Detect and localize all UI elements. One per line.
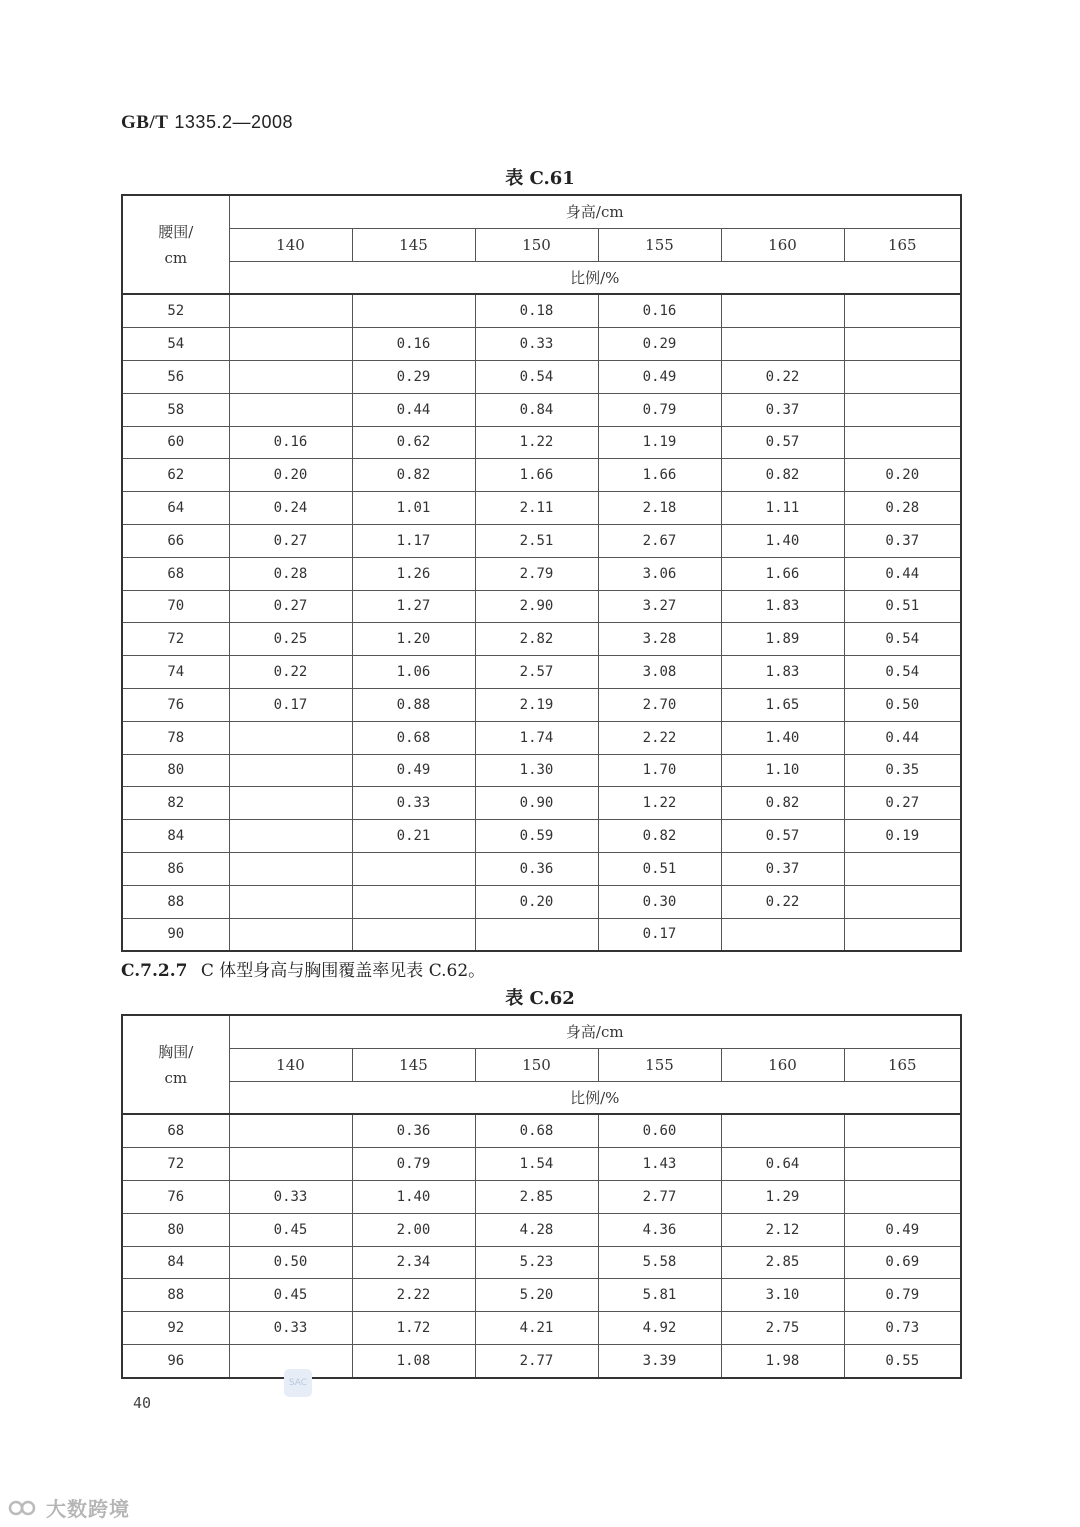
row-label-cell: 60 xyxy=(122,426,229,459)
row-label-cell: 64 xyxy=(122,492,229,525)
data-cell xyxy=(229,1148,352,1181)
data-cell: 1.11 xyxy=(721,492,844,525)
data-cell: 0.79 xyxy=(598,393,721,426)
data-cell: 0.36 xyxy=(475,852,598,885)
data-cell: 0.36 xyxy=(352,1114,475,1147)
table-row xyxy=(122,328,961,361)
data-cell: 1.98 xyxy=(721,1344,844,1377)
data-cell: 4.92 xyxy=(598,1312,721,1345)
row-label-cell: 84 xyxy=(122,1246,229,1279)
data-cell: 0.30 xyxy=(598,885,721,918)
table-row xyxy=(122,656,961,689)
table-row xyxy=(122,885,961,918)
height-column-header: 155 xyxy=(598,1048,721,1081)
unit-header: 比例/% xyxy=(229,261,961,294)
data-cell: 0.54 xyxy=(844,623,961,656)
table-row xyxy=(122,360,961,393)
data-cell: 0.28 xyxy=(229,557,352,590)
data-cell xyxy=(229,918,352,951)
data-cell xyxy=(721,918,844,951)
height-column-header: 165 xyxy=(844,228,961,261)
table-body xyxy=(122,294,961,951)
data-cell xyxy=(844,1180,961,1213)
data-cell: 0.27 xyxy=(844,787,961,820)
data-cell: 0.21 xyxy=(352,820,475,853)
data-cell xyxy=(229,885,352,918)
data-cell: 1.40 xyxy=(721,524,844,557)
data-cell: 2.19 xyxy=(475,688,598,721)
row-label-cell: 96 xyxy=(122,1344,229,1377)
data-cell: 0.49 xyxy=(844,1213,961,1246)
row-label-cell: 86 xyxy=(122,852,229,885)
unit-header: 比例/% xyxy=(229,1081,961,1114)
row-label-cell: 88 xyxy=(122,885,229,918)
data-cell: 0.16 xyxy=(229,426,352,459)
row-label-cell: 78 xyxy=(122,721,229,754)
data-cell: 0.33 xyxy=(475,328,598,361)
data-cell xyxy=(352,852,475,885)
data-cell: 1.26 xyxy=(352,557,475,590)
height-column-header: 155 xyxy=(598,228,721,261)
row-label-cell: 72 xyxy=(122,1148,229,1181)
data-cell: 0.49 xyxy=(598,360,721,393)
data-cell xyxy=(844,294,961,327)
data-cell xyxy=(229,328,352,361)
table-row xyxy=(122,1114,961,1147)
data-cell: 0.51 xyxy=(598,852,721,885)
table2-title: 表 C.62 xyxy=(505,988,575,1009)
standard-prefix: GB/T xyxy=(121,112,169,133)
data-cell: 0.57 xyxy=(721,820,844,853)
clause-body: C 体型身高与胸围覆盖率见表 C.62。 xyxy=(200,961,486,981)
row-label-cell: 68 xyxy=(122,1114,229,1147)
data-cell: 0.82 xyxy=(721,787,844,820)
data-cell: 2.51 xyxy=(475,524,598,557)
height-column-header: 145 xyxy=(352,1048,475,1081)
table-row xyxy=(122,524,961,557)
data-cell: 0.68 xyxy=(475,1114,598,1147)
data-cell: 2.77 xyxy=(475,1344,598,1377)
data-cell: 2.85 xyxy=(475,1180,598,1213)
table-c61 xyxy=(121,194,962,952)
data-cell: 0.45 xyxy=(229,1279,352,1312)
data-cell: 1.40 xyxy=(721,721,844,754)
data-cell: 0.82 xyxy=(721,459,844,492)
data-cell xyxy=(844,328,961,361)
data-cell: 0.82 xyxy=(352,459,475,492)
data-cell: 0.44 xyxy=(844,557,961,590)
data-cell: 2.77 xyxy=(598,1180,721,1213)
data-cell: 0.20 xyxy=(844,459,961,492)
row-label-cell: 90 xyxy=(122,918,229,951)
row-label-cell: 62 xyxy=(122,459,229,492)
height-column-header: 150 xyxy=(475,228,598,261)
data-cell: 0.49 xyxy=(352,754,475,787)
height-group-header: 身高/cm xyxy=(229,1015,961,1048)
data-cell xyxy=(844,885,961,918)
data-cell: 0.20 xyxy=(229,459,352,492)
height-column-header: 150 xyxy=(475,1048,598,1081)
data-cell: 2.67 xyxy=(598,524,721,557)
row-label-cell: 88 xyxy=(122,1279,229,1312)
data-cell: 0.54 xyxy=(475,360,598,393)
table-row xyxy=(122,820,961,853)
data-cell: 1.66 xyxy=(598,459,721,492)
height-column-header: 165 xyxy=(844,1048,961,1081)
table1-title: 表 C.61 xyxy=(505,168,575,189)
row-label-cell: 68 xyxy=(122,557,229,590)
data-cell: 1.83 xyxy=(721,656,844,689)
row-header-line2: cm xyxy=(164,248,188,267)
data-cell: 0.69 xyxy=(844,1246,961,1279)
data-cell: 0.18 xyxy=(475,294,598,327)
data-cell: 0.79 xyxy=(352,1148,475,1181)
data-cell: 0.27 xyxy=(229,590,352,623)
data-cell: 0.22 xyxy=(721,360,844,393)
table-row xyxy=(122,918,961,951)
data-cell: 1.89 xyxy=(721,623,844,656)
data-cell: 0.17 xyxy=(598,918,721,951)
table-c62 xyxy=(121,1014,962,1379)
data-cell: 0.33 xyxy=(229,1180,352,1213)
table-row xyxy=(122,590,961,623)
data-cell: 1.01 xyxy=(352,492,475,525)
data-cell xyxy=(475,918,598,951)
height-column-header: 160 xyxy=(721,228,844,261)
data-cell: 1.83 xyxy=(721,590,844,623)
data-cell: 5.20 xyxy=(475,1279,598,1312)
data-cell: 3.39 xyxy=(598,1344,721,1377)
data-cell xyxy=(844,852,961,885)
data-cell xyxy=(844,1114,961,1147)
data-cell: 2.70 xyxy=(598,688,721,721)
data-cell: 1.22 xyxy=(598,787,721,820)
table-row xyxy=(122,787,961,820)
data-cell: 2.18 xyxy=(598,492,721,525)
row-label-cell: 70 xyxy=(122,590,229,623)
data-cell: 0.84 xyxy=(475,393,598,426)
row-label-cell: 82 xyxy=(122,787,229,820)
data-cell: 2.22 xyxy=(598,721,721,754)
heights-row xyxy=(122,1048,961,1081)
row-label-cell: 54 xyxy=(122,328,229,361)
data-cell: 0.35 xyxy=(844,754,961,787)
data-cell: 0.27 xyxy=(229,524,352,557)
bottom-watermark xyxy=(8,1493,130,1522)
data-cell: 0.37 xyxy=(721,852,844,885)
table-row xyxy=(122,754,961,787)
data-cell: 3.27 xyxy=(598,590,721,623)
data-cell: 2.79 xyxy=(475,557,598,590)
data-cell: 0.29 xyxy=(352,360,475,393)
data-cell: 0.60 xyxy=(598,1114,721,1147)
table-row xyxy=(122,492,961,525)
data-cell: 0.45 xyxy=(229,1213,352,1246)
data-cell: 0.19 xyxy=(844,820,961,853)
row-header-cell xyxy=(122,195,229,294)
data-cell: 1.10 xyxy=(721,754,844,787)
table-row xyxy=(122,1148,961,1181)
data-cell xyxy=(721,294,844,327)
height-column-header: 145 xyxy=(352,228,475,261)
standard-code xyxy=(121,112,293,134)
row-header-line1: 腰围/ xyxy=(158,222,194,241)
data-cell: 1.54 xyxy=(475,1148,598,1181)
data-cell xyxy=(229,294,352,327)
data-cell: 1.74 xyxy=(475,721,598,754)
watermark-logo-icon xyxy=(8,1499,40,1517)
data-cell xyxy=(844,426,961,459)
data-cell: 0.28 xyxy=(844,492,961,525)
data-cell: 1.27 xyxy=(352,590,475,623)
height-column-header: 140 xyxy=(229,228,352,261)
data-cell: 0.82 xyxy=(598,820,721,853)
data-cell: 0.68 xyxy=(352,721,475,754)
row-label-cell: 74 xyxy=(122,656,229,689)
data-cell: 2.22 xyxy=(352,1279,475,1312)
height-column-header: 140 xyxy=(229,1048,352,1081)
table-row xyxy=(122,294,961,327)
row-label-cell: 56 xyxy=(122,360,229,393)
data-cell: 1.65 xyxy=(721,688,844,721)
clause-text xyxy=(121,956,485,981)
row-label-cell: 80 xyxy=(122,754,229,787)
table-row xyxy=(122,557,961,590)
data-cell: 0.44 xyxy=(844,721,961,754)
data-cell: 0.33 xyxy=(229,1312,352,1345)
data-cell xyxy=(844,1148,961,1181)
data-cell: 4.28 xyxy=(475,1213,598,1246)
data-cell: 0.29 xyxy=(598,328,721,361)
data-cell: 0.20 xyxy=(475,885,598,918)
data-cell: 1.22 xyxy=(475,426,598,459)
data-cell: 3.08 xyxy=(598,656,721,689)
row-label-cell: 92 xyxy=(122,1312,229,1345)
row-label-cell: 84 xyxy=(122,820,229,853)
data-cell xyxy=(229,754,352,787)
data-cell: 0.51 xyxy=(844,590,961,623)
data-cell: 4.36 xyxy=(598,1213,721,1246)
data-cell: 0.55 xyxy=(844,1344,961,1377)
standard-number: 1335.2—2008 xyxy=(174,112,294,132)
data-cell: 3.06 xyxy=(598,557,721,590)
data-cell: 2.00 xyxy=(352,1213,475,1246)
data-cell xyxy=(844,393,961,426)
data-cell: 1.08 xyxy=(352,1344,475,1377)
table-row xyxy=(122,721,961,754)
data-cell: 2.34 xyxy=(352,1246,475,1279)
data-cell: 0.88 xyxy=(352,688,475,721)
data-cell: 0.37 xyxy=(721,393,844,426)
table-row xyxy=(122,426,961,459)
data-cell: 5.81 xyxy=(598,1279,721,1312)
data-cell: 2.75 xyxy=(721,1312,844,1345)
data-cell: 0.16 xyxy=(598,294,721,327)
watermark-text: 大数跨境 xyxy=(46,1497,130,1521)
data-cell: 0.73 xyxy=(844,1312,961,1345)
data-cell: 0.57 xyxy=(721,426,844,459)
data-cell: 1.19 xyxy=(598,426,721,459)
data-cell: 1.29 xyxy=(721,1180,844,1213)
table-row xyxy=(122,852,961,885)
data-cell: 2.90 xyxy=(475,590,598,623)
data-cell xyxy=(229,852,352,885)
table-row xyxy=(122,393,961,426)
height-column-header: 160 xyxy=(721,1048,844,1081)
data-cell xyxy=(229,1114,352,1147)
table-row xyxy=(122,1344,961,1377)
clause-number: C.7.2.7 xyxy=(121,961,188,981)
row-header-line1: 胸围/ xyxy=(158,1042,194,1061)
data-cell: 0.59 xyxy=(475,820,598,853)
row-label-cell: 80 xyxy=(122,1213,229,1246)
data-cell: 3.10 xyxy=(721,1279,844,1312)
row-label-cell: 76 xyxy=(122,688,229,721)
data-cell: 0.33 xyxy=(352,787,475,820)
data-cell xyxy=(352,918,475,951)
data-cell: 0.22 xyxy=(229,656,352,689)
row-label-cell: 66 xyxy=(122,524,229,557)
data-cell: 1.30 xyxy=(475,754,598,787)
data-cell: 1.40 xyxy=(352,1180,475,1213)
data-cell: 0.24 xyxy=(229,492,352,525)
table-row xyxy=(122,1246,961,1279)
data-cell: 0.25 xyxy=(229,623,352,656)
data-cell: 1.17 xyxy=(352,524,475,557)
data-cell: 1.70 xyxy=(598,754,721,787)
table-row xyxy=(122,459,961,492)
table-row xyxy=(122,1279,961,1312)
data-cell: 0.90 xyxy=(475,787,598,820)
data-cell: 0.79 xyxy=(844,1279,961,1312)
data-cell: 5.23 xyxy=(475,1246,598,1279)
table-row xyxy=(122,1312,961,1345)
data-cell: 0.44 xyxy=(352,393,475,426)
data-cell xyxy=(229,820,352,853)
table-row xyxy=(122,623,961,656)
data-cell: 0.50 xyxy=(229,1246,352,1279)
row-label-cell: 52 xyxy=(122,294,229,327)
data-cell: 1.72 xyxy=(352,1312,475,1345)
data-cell: 1.43 xyxy=(598,1148,721,1181)
data-cell: 2.85 xyxy=(721,1246,844,1279)
table-row xyxy=(122,688,961,721)
data-cell: 0.50 xyxy=(844,688,961,721)
row-header-line2: cm xyxy=(164,1068,188,1087)
data-cell: 1.20 xyxy=(352,623,475,656)
table-row xyxy=(122,1213,961,1246)
row-label-cell: 58 xyxy=(122,393,229,426)
data-cell: 0.16 xyxy=(352,328,475,361)
row-label-cell: 76 xyxy=(122,1180,229,1213)
data-cell: 2.57 xyxy=(475,656,598,689)
data-cell: 0.37 xyxy=(844,524,961,557)
data-cell: 0.54 xyxy=(844,656,961,689)
data-cell xyxy=(844,360,961,393)
data-cell: 0.64 xyxy=(721,1148,844,1181)
data-cell: 0.62 xyxy=(352,426,475,459)
height-group-header: 身高/cm xyxy=(229,195,961,228)
data-cell: 5.58 xyxy=(598,1246,721,1279)
data-cell: 4.21 xyxy=(475,1312,598,1345)
data-cell: 0.22 xyxy=(721,885,844,918)
data-cell xyxy=(721,1114,844,1147)
data-cell: 1.66 xyxy=(475,459,598,492)
data-cell xyxy=(352,294,475,327)
data-cell: 2.11 xyxy=(475,492,598,525)
data-cell xyxy=(229,393,352,426)
data-cell: 1.66 xyxy=(721,557,844,590)
data-cell xyxy=(721,328,844,361)
page-number: 40 xyxy=(133,1394,152,1412)
center-watermark-icon: SAC xyxy=(284,1369,312,1397)
heights-row xyxy=(122,228,961,261)
row-header-cell xyxy=(122,1015,229,1114)
data-cell: 2.82 xyxy=(475,623,598,656)
data-cell: 2.12 xyxy=(721,1213,844,1246)
data-cell xyxy=(229,360,352,393)
data-cell xyxy=(352,885,475,918)
table-row xyxy=(122,1180,961,1213)
data-cell: 0.17 xyxy=(229,688,352,721)
data-cell xyxy=(844,918,961,951)
data-cell xyxy=(229,721,352,754)
row-label-cell: 72 xyxy=(122,623,229,656)
data-cell: 1.06 xyxy=(352,656,475,689)
table-body xyxy=(122,1114,961,1377)
data-cell xyxy=(229,787,352,820)
data-cell: 3.28 xyxy=(598,623,721,656)
